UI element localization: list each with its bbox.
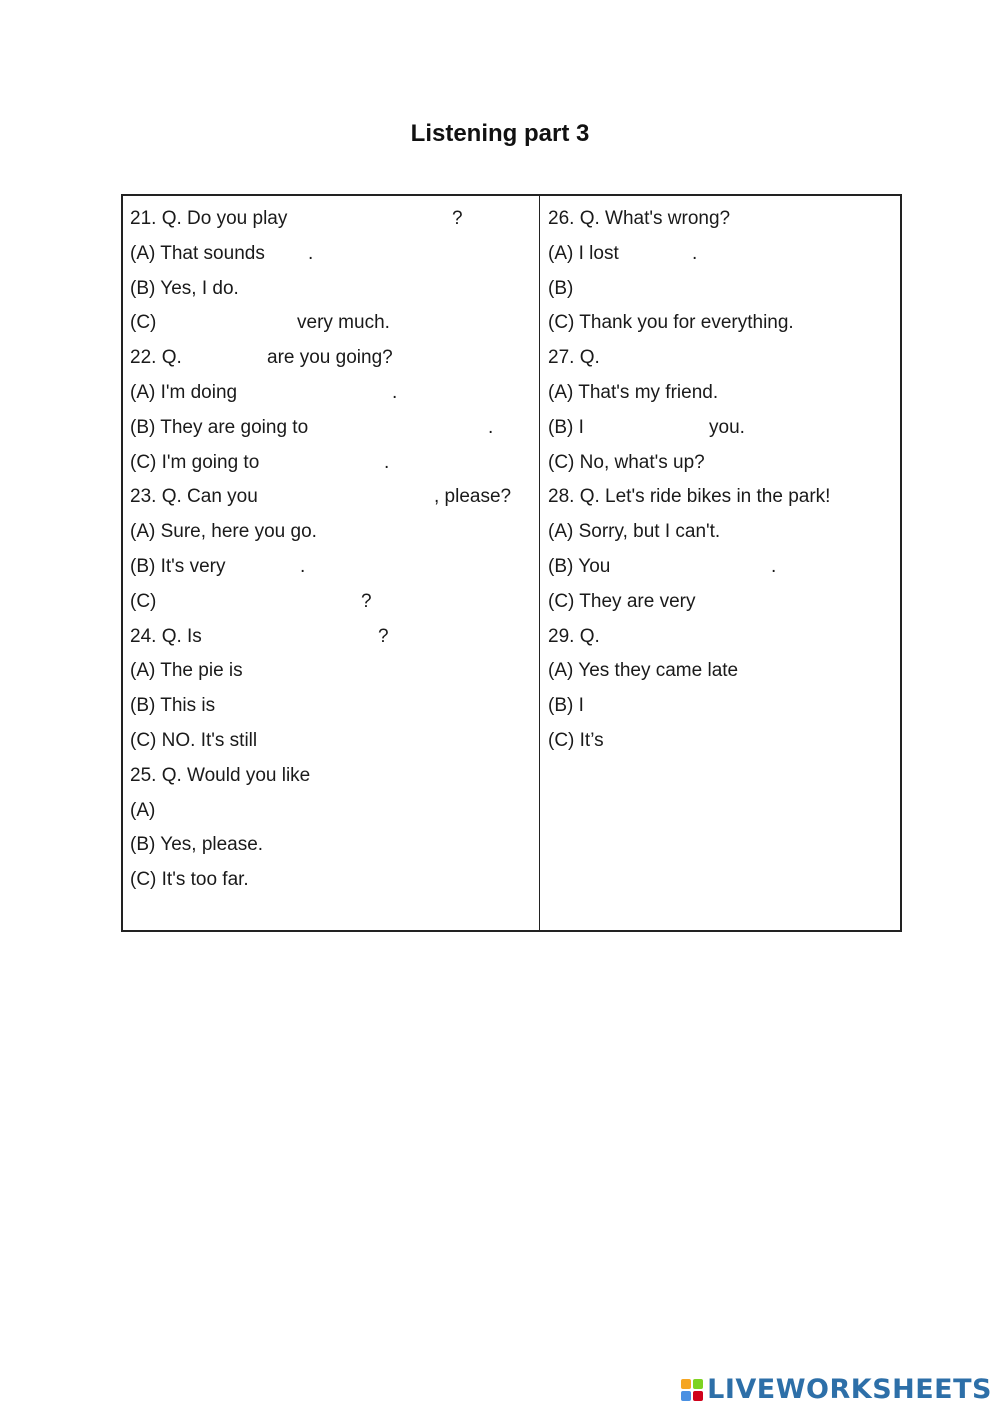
option-text: (A) I'm doing: [130, 381, 238, 403]
option-text: (C) NO. It's still: [130, 729, 258, 751]
question-27-text: 27. Q.: [548, 347, 600, 369]
question-23-option-a: [130, 515, 539, 550]
question-26-option-b: [548, 272, 900, 307]
option-text: (B) Yes, please.: [130, 834, 264, 856]
logo-square-1: [681, 1379, 691, 1389]
question-22: [130, 341, 539, 376]
question-23-text: 23. Q. Can you: [130, 486, 258, 508]
question-29-option-c: [548, 724, 900, 759]
option-text: (A) I lost: [548, 242, 619, 264]
option-text: (C) It's too far.: [130, 869, 249, 891]
question-28-text: 28. Q. Let's ride bikes in the park!: [548, 486, 831, 508]
logo-square-3: [681, 1391, 691, 1401]
option-end: .: [384, 451, 390, 473]
option-text: (A) The pie is: [130, 660, 243, 682]
logo-square-2: [693, 1379, 703, 1389]
question-29-option-a: [548, 654, 900, 689]
question-29: [548, 620, 900, 655]
question-21-end: ?: [452, 208, 463, 229]
option-text: (A) That's my friend.: [548, 381, 719, 403]
option-text: (B) They are going to: [130, 416, 309, 438]
question-27-option-b: [548, 411, 900, 446]
watermark-text: LIVEWORKSHEETS: [707, 1374, 992, 1405]
question-25-text: 25. Q. Would you like: [130, 764, 311, 786]
question-24-option-b: [130, 689, 539, 724]
option-text: (C) They are very: [548, 590, 696, 612]
question-25-option-a: [130, 794, 539, 829]
question-29-option-b: [548, 689, 900, 724]
right-column: [540, 196, 900, 930]
option-text: (C): [130, 312, 157, 334]
option-text: (B) Yes, I do.: [130, 277, 239, 299]
option-text: (C) I'm going to: [130, 451, 260, 473]
page-title: Listening part 3: [410, 120, 590, 147]
option-text: (A): [130, 799, 156, 821]
question-22-option-b: [130, 411, 539, 446]
option-text: (A) Sorry, but I can't.: [548, 521, 721, 543]
option-text: (B): [548, 277, 574, 299]
question-21-option-a: [130, 237, 539, 272]
option-end: you.: [709, 416, 745, 438]
question-23-option-c: [130, 585, 539, 620]
option-text: (B) I: [548, 416, 584, 438]
question-27: [548, 341, 900, 376]
question-22-end: are you going?: [267, 347, 393, 369]
worksheet-table: [121, 194, 902, 932]
question-21-text: 21. Q. Do you play: [130, 208, 288, 229]
question-28-option-b: [548, 550, 900, 585]
option-text: (B) It's very: [130, 555, 226, 577]
option-end: .: [488, 416, 494, 438]
option-text: (C) No, what's up?: [548, 451, 705, 473]
option-text: (B) You: [548, 555, 611, 577]
option-end: .: [308, 242, 314, 264]
option-end: very much.: [297, 312, 390, 334]
question-28-option-a: [548, 515, 900, 550]
question-22-option-c: [130, 446, 539, 481]
question-22-option-a: [130, 376, 539, 411]
liveworksheets-logo-icon: [681, 1379, 703, 1401]
option-text: (A) Yes they came late: [548, 660, 739, 682]
liveworksheets-watermark: [681, 1374, 992, 1405]
question-24-option-a: [130, 654, 539, 689]
left-column: [123, 196, 540, 930]
question-23-option-b: [130, 550, 539, 585]
question-25-option-b: [130, 828, 539, 863]
question-27-option-a: [548, 376, 900, 411]
logo-square-4: [693, 1391, 703, 1401]
question-22-text: 22. Q.: [130, 347, 182, 369]
question-24: [130, 620, 539, 655]
question-26: [548, 202, 900, 237]
question-28: [548, 480, 900, 515]
question-26-text: 26. Q. What's wrong?: [548, 208, 731, 229]
question-24-end: ?: [378, 625, 389, 647]
question-27-option-c: [548, 446, 900, 481]
option-end: .: [692, 242, 698, 264]
question-21: [130, 202, 539, 237]
question-29-text: 29. Q.: [548, 625, 600, 647]
option-text: (A) That sounds: [130, 242, 265, 264]
option-end: .: [392, 381, 398, 403]
question-21-option-c: [130, 306, 539, 341]
option-end: .: [771, 555, 777, 577]
question-23: [130, 480, 539, 515]
option-text: (C): [130, 590, 157, 612]
option-text: (C) Thank you for everything.: [548, 312, 794, 334]
question-26-option-a: [548, 237, 900, 272]
question-23-end: , please?: [434, 486, 512, 508]
question-28-option-c: [548, 585, 900, 620]
option-text: (B) I: [548, 695, 584, 717]
option-end: ?: [361, 590, 372, 612]
question-25-option-c: [130, 863, 539, 898]
option-text: (C) It’s: [548, 729, 604, 751]
question-25: [130, 759, 539, 794]
option-end: .: [300, 555, 306, 577]
question-21-option-b: [130, 272, 539, 307]
option-text: (B) This is: [130, 695, 216, 717]
question-26-option-c: [548, 306, 900, 341]
option-text: (A) Sure, here you go.: [130, 521, 317, 543]
question-24-text: 24. Q. Is: [130, 625, 202, 647]
question-24-option-c: [130, 724, 539, 759]
